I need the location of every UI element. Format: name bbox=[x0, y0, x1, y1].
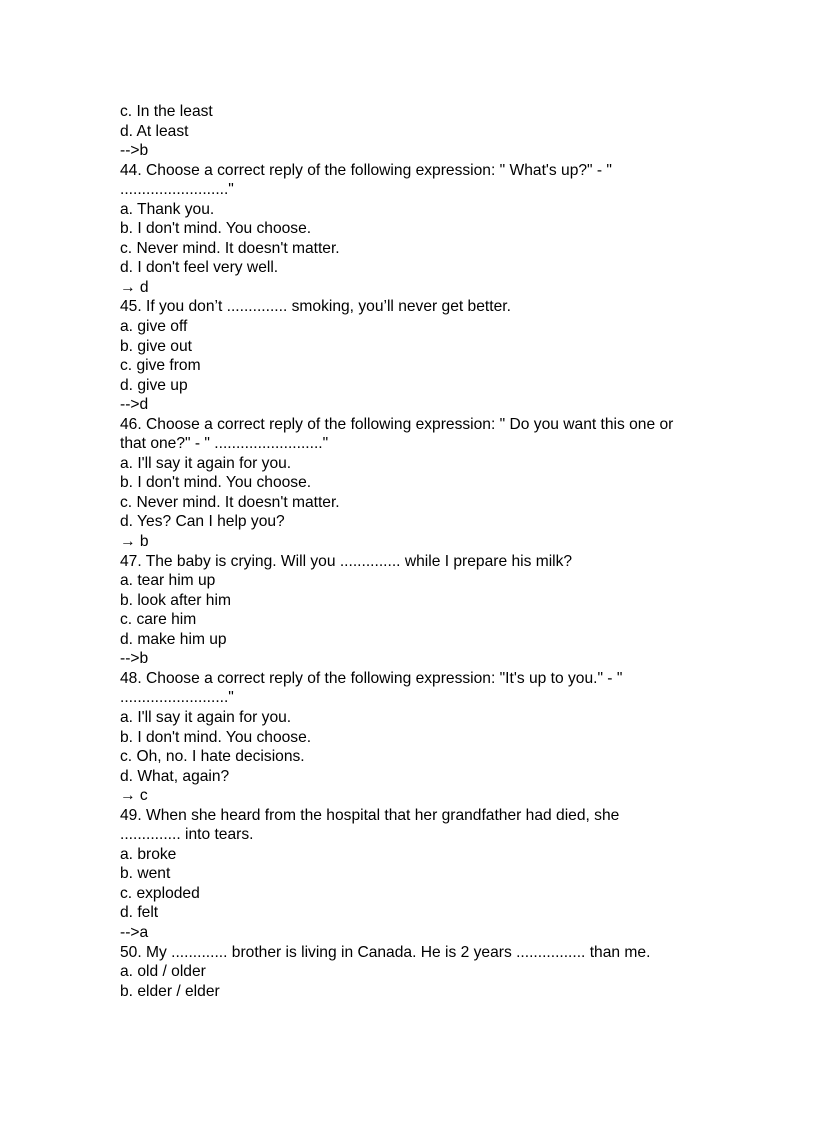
option-b-q49: b. went bbox=[120, 865, 171, 883]
answer-q46: → b bbox=[120, 533, 149, 551]
option-a-q50: a. old / older bbox=[120, 963, 206, 981]
option-a-q47: a. tear him up bbox=[120, 572, 216, 590]
option-a-q49: a. broke bbox=[120, 845, 177, 863]
answer-q48: → c bbox=[120, 787, 148, 805]
option-b-q45: b. give out bbox=[120, 337, 192, 355]
option-b-q44: b. I don't mind. You choose. bbox=[120, 220, 312, 238]
question-48: 48. Choose a correct reply of the following expression: "It's up to you." - " bbox=[120, 669, 623, 687]
option-c-q45: c. give from bbox=[120, 357, 201, 375]
option-d-q45: d. give up bbox=[120, 376, 188, 394]
question-47: 47. The baby is crying. Will you .............. while I prepare his milk? bbox=[120, 552, 573, 570]
option-d-q46: d. Yes? Can I help you? bbox=[120, 513, 285, 531]
option-c-q43: c. In the least bbox=[120, 103, 213, 120]
option-b-q48: b. I don't mind. You choose. bbox=[120, 728, 312, 746]
answer-q45: -->d bbox=[120, 396, 149, 414]
question-46: 46. Choose a correct reply of the following expression: " Do you want this one or bbox=[120, 415, 674, 433]
answer-q47: -->b bbox=[120, 650, 149, 668]
question-44: 44. Choose a correct reply of the following expression: " What's up?" - " bbox=[120, 161, 612, 179]
option-b-q50: b. elder / elder bbox=[120, 982, 220, 1000]
answer-q44: → d bbox=[120, 278, 149, 296]
option-d-q49: d. felt bbox=[120, 904, 159, 922]
answer-q43: -->b bbox=[120, 142, 149, 160]
option-c-q49: c. exploded bbox=[120, 884, 200, 902]
answer-q49: -->a bbox=[120, 923, 149, 941]
question-44-cont: ........................." bbox=[120, 181, 234, 199]
question-49-cont: .............. into tears. bbox=[120, 826, 254, 844]
question-50: 50. My ............. brother is living in Canada. He is 2 years ................ than me. bbox=[120, 943, 651, 961]
option-d-q43: d. At least bbox=[120, 122, 189, 140]
option-c-q44: c. Never mind. It doesn't matter. bbox=[120, 239, 340, 257]
option-a-q46: a. I'll say it again for you. bbox=[120, 454, 292, 472]
question-45: 45. If you don’t .............. smoking, you’ll never get better. bbox=[120, 298, 511, 316]
option-a-q44: a. Thank you. bbox=[120, 200, 215, 218]
option-a-q45: a. give off bbox=[120, 318, 188, 336]
option-c-q48: c. Oh, no. I hate decisions. bbox=[120, 748, 305, 766]
option-d-q47: d. make him up bbox=[120, 630, 227, 648]
option-a-q48: a. I'll say it again for you. bbox=[120, 708, 292, 726]
option-b-q47: b. look after him bbox=[120, 591, 231, 609]
option-c-q46: c. Never mind. It doesn't matter. bbox=[120, 493, 340, 511]
question-46-cont: that one?" - " ........................." bbox=[120, 435, 329, 453]
option-d-q44: d. I don't feel very well. bbox=[120, 259, 279, 277]
document-page bbox=[120, 102, 710, 1001]
option-c-q47: c. care him bbox=[120, 611, 197, 629]
question-48-cont: ........................." bbox=[120, 689, 234, 707]
question-49: 49. When she heard from the hospital that her grandfather had died, she bbox=[120, 806, 620, 824]
option-d-q48: d. What, again? bbox=[120, 767, 230, 785]
option-b-q46: b. I don't mind. You choose. bbox=[120, 474, 312, 492]
